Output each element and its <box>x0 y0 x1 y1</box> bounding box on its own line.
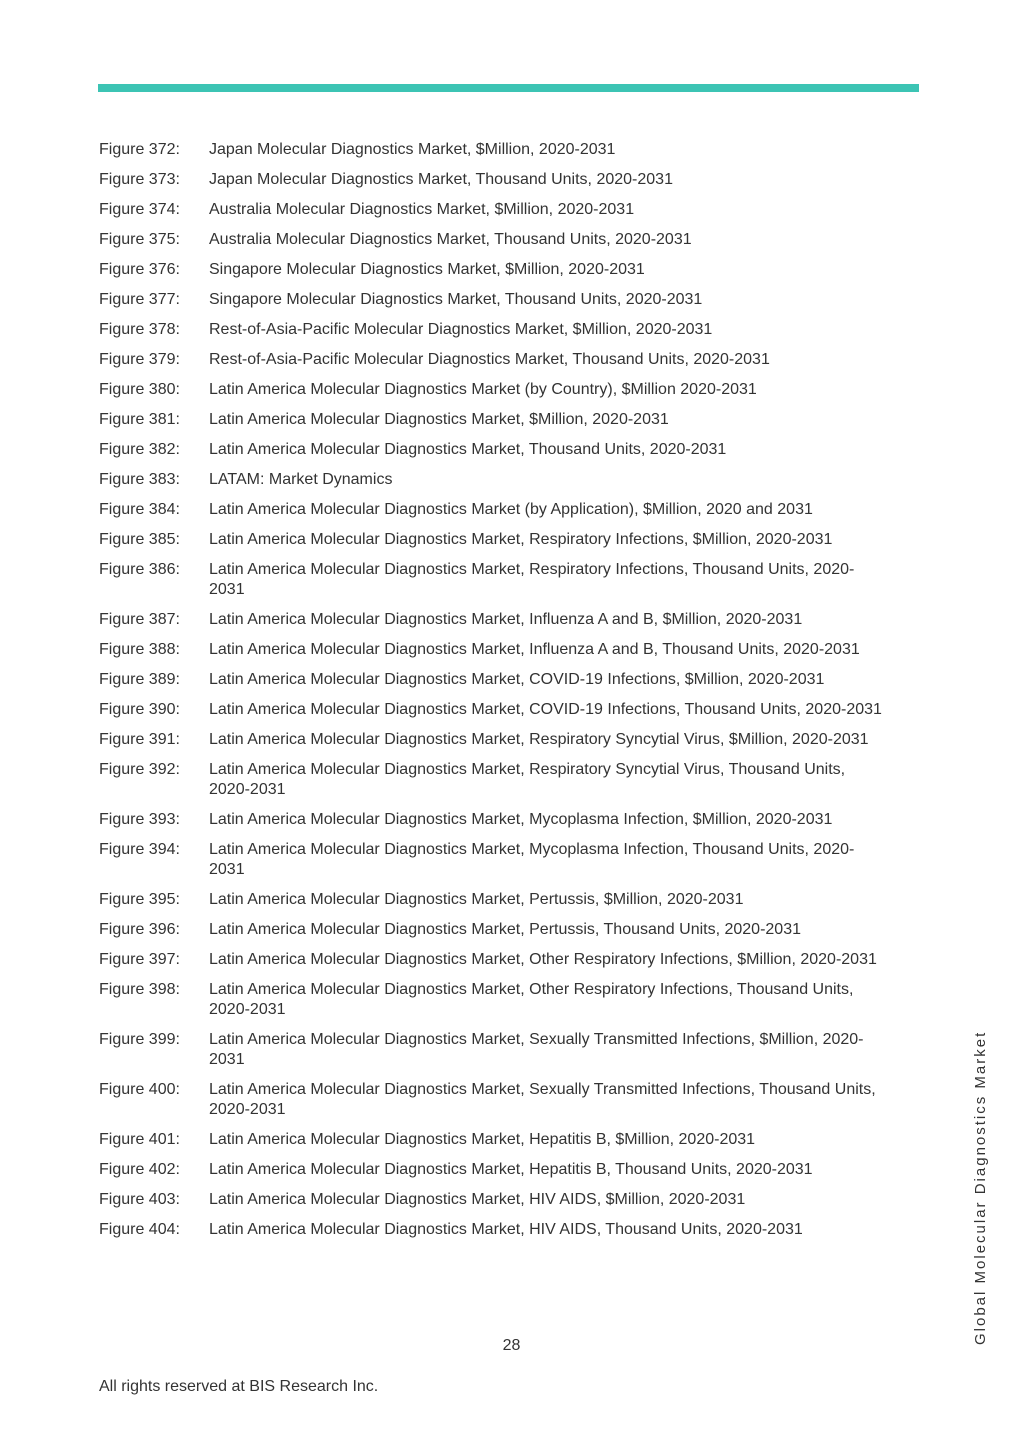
figure-list-item <box>99 140 889 160</box>
figure-list-item <box>99 980 889 1020</box>
figure-title: Latin America Molecular Diagnostics Market, Respiratory Infections, $Million, 2020-2031 <box>209 531 833 548</box>
figure-number: Figure 384: <box>99 501 180 518</box>
figure-list-item <box>99 530 889 550</box>
figure-number: Figure 397: <box>99 951 180 968</box>
figure-number: Figure 391: <box>99 731 180 748</box>
figure-title: LATAM: Market Dynamics <box>209 471 393 488</box>
figure-title: Latin America Molecular Diagnostics Market (by Application), $Million, 2020 and 2031 <box>209 501 813 518</box>
figure-list-item <box>99 640 889 660</box>
figure-title: Singapore Molecular Diagnostics Market, $Million, 2020-2031 <box>209 261 645 278</box>
figure-number: Figure 392: <box>99 761 180 778</box>
figure-list-item <box>99 200 889 220</box>
figure-list-item <box>99 470 889 490</box>
figure-list-item <box>99 500 889 520</box>
header-accent-bar <box>98 84 919 92</box>
figure-title: Australia Molecular Diagnostics Market, Thousand Units, 2020-2031 <box>209 231 692 248</box>
figure-list-item <box>99 610 889 630</box>
figure-number: Figure 378: <box>99 321 180 338</box>
figure-list-item <box>99 380 889 400</box>
figure-title: Australia Molecular Diagnostics Market, $Million, 2020-2031 <box>209 201 635 218</box>
figure-number: Figure 386: <box>99 561 180 578</box>
figure-list-item <box>99 170 889 190</box>
figure-title: Rest-of-Asia-Pacific Molecular Diagnostics Market, $Million, 2020-2031 <box>209 321 713 338</box>
figure-list-item <box>99 760 889 800</box>
figure-list-item <box>99 350 889 370</box>
figure-number: Figure 400: <box>99 1081 180 1098</box>
figure-list-item <box>99 700 889 720</box>
figure-number: Figure 385: <box>99 531 180 548</box>
figure-number: Figure 401: <box>99 1131 180 1148</box>
figure-title: Latin America Molecular Diagnostics Market, Mycoplasma Infection, Thousand Units, 2020-2031 <box>209 841 855 878</box>
figure-number: Figure 382: <box>99 441 180 458</box>
figure-list-item <box>99 1080 889 1120</box>
figure-number: Figure 402: <box>99 1161 180 1178</box>
figure-number: Figure 373: <box>99 171 180 188</box>
figure-list-item <box>99 320 889 340</box>
figure-list-item <box>99 950 889 970</box>
figure-list-item <box>99 290 889 310</box>
figure-list-item <box>99 920 889 940</box>
figure-number: Figure 381: <box>99 411 180 428</box>
figure-title: Latin America Molecular Diagnostics Market, Influenza A and B, $Million, 2020-2031 <box>209 611 803 628</box>
figure-title: Latin America Molecular Diagnostics Market, Pertussis, Thousand Units, 2020-2031 <box>209 921 801 938</box>
figure-title: Latin America Molecular Diagnostics Market, Sexually Transmitted Infections, $Million, 2020-2031 <box>209 1031 864 1068</box>
figure-number: Figure 380: <box>99 381 180 398</box>
side-running-title: Global Molecular Diagnostics Market <box>972 1030 989 1345</box>
figure-title: Latin America Molecular Diagnostics Market, Mycoplasma Infection, $Million, 2020-2031 <box>209 811 833 828</box>
figure-title: Japan Molecular Diagnostics Market, $Million, 2020-2031 <box>209 141 616 158</box>
figure-number: Figure 396: <box>99 921 180 938</box>
figure-number: Figure 395: <box>99 891 180 908</box>
figure-list-item <box>99 440 889 460</box>
figure-number: Figure 388: <box>99 641 180 658</box>
figure-list-item <box>99 1030 889 1070</box>
figure-number: Figure 399: <box>99 1031 180 1048</box>
figure-number: Figure 403: <box>99 1191 180 1208</box>
figure-title: Latin America Molecular Diagnostics Market, Other Respiratory Infections, Thousand Units, 2020-2031 <box>209 981 854 1018</box>
figure-list-item <box>99 260 889 280</box>
figure-title: Rest-of-Asia-Pacific Molecular Diagnostics Market, Thousand Units, 2020-2031 <box>209 351 770 368</box>
figure-title: Latin America Molecular Diagnostics Market, Thousand Units, 2020-2031 <box>209 441 727 458</box>
figure-number: Figure 383: <box>99 471 180 488</box>
figure-list-item <box>99 1220 889 1240</box>
figure-title: Latin America Molecular Diagnostics Market, HIV AIDS, $Million, 2020-2031 <box>209 1191 746 1208</box>
figure-number: Figure 404: <box>99 1221 180 1238</box>
figure-title: Latin America Molecular Diagnostics Market, Pertussis, $Million, 2020-2031 <box>209 891 744 908</box>
figure-number: Figure 398: <box>99 981 180 998</box>
figure-number: Figure 377: <box>99 291 180 308</box>
figure-number: Figure 379: <box>99 351 180 368</box>
figure-title: Latin America Molecular Diagnostics Market, Hepatitis B, $Million, 2020-2031 <box>209 1131 756 1148</box>
figure-list-item <box>99 230 889 250</box>
figure-number: Figure 390: <box>99 701 180 718</box>
figure-title: Latin America Molecular Diagnostics Market, Influenza A and B, Thousand Units, 2020-2031 <box>209 641 860 658</box>
figure-list-item <box>99 1130 889 1150</box>
figure-title: Japan Molecular Diagnostics Market, Thousand Units, 2020-2031 <box>209 171 673 188</box>
figure-number: Figure 387: <box>99 611 180 628</box>
footer-copyright: All rights reserved at BIS Research Inc. <box>99 1378 379 1395</box>
page-number: 28 <box>502 1337 521 1354</box>
figure-number: Figure 372: <box>99 141 180 158</box>
figure-number: Figure 394: <box>99 841 180 858</box>
figure-list-item <box>99 730 889 750</box>
figure-title: Latin America Molecular Diagnostics Market, $Million, 2020-2031 <box>209 411 669 428</box>
figure-title: Latin America Molecular Diagnostics Market, Other Respiratory Infections, $Million, 2020-2031 <box>209 951 877 968</box>
figure-title: Singapore Molecular Diagnostics Market, Thousand Units, 2020-2031 <box>209 291 703 308</box>
figure-list-item <box>99 410 889 430</box>
figure-title: Latin America Molecular Diagnostics Market, HIV AIDS, Thousand Units, 2020-2031 <box>209 1221 803 1238</box>
figure-number: Figure 393: <box>99 811 180 828</box>
figure-title: Latin America Molecular Diagnostics Market, Respiratory Syncytial Virus, $Million, 2020-2031 <box>209 731 869 748</box>
figure-list-item <box>99 1190 889 1210</box>
figure-list-item <box>99 1160 889 1180</box>
figure-title: Latin America Molecular Diagnostics Market, Respiratory Syncytial Virus, Thousand Units, 2020-2031 <box>209 761 846 798</box>
list-of-figures <box>99 140 889 1250</box>
figure-number: Figure 376: <box>99 261 180 278</box>
figure-title: Latin America Molecular Diagnostics Market, Respiratory Infections, Thousand Units, 2020-2031 <box>209 561 855 598</box>
figure-number: Figure 389: <box>99 671 180 688</box>
figure-list-item <box>99 810 889 830</box>
figure-title: Latin America Molecular Diagnostics Market, Sexually Transmitted Infections, Thousand Units, 2020-2031 <box>209 1081 876 1118</box>
figure-number: Figure 375: <box>99 231 180 248</box>
figure-list-item <box>99 560 889 600</box>
figure-list-item <box>99 840 889 880</box>
figure-title: Latin America Molecular Diagnostics Market (by Country), $Million 2020-2031 <box>209 381 757 398</box>
figure-title: Latin America Molecular Diagnostics Market, COVID-19 Infections, Thousand Units, 2020-2031 <box>209 701 882 718</box>
figure-number: Figure 374: <box>99 201 180 218</box>
figure-list-item <box>99 670 889 690</box>
figure-title: Latin America Molecular Diagnostics Market, COVID-19 Infections, $Million, 2020-2031 <box>209 671 825 688</box>
figure-list-item <box>99 890 889 910</box>
figure-title: Latin America Molecular Diagnostics Market, Hepatitis B, Thousand Units, 2020-2031 <box>209 1161 813 1178</box>
